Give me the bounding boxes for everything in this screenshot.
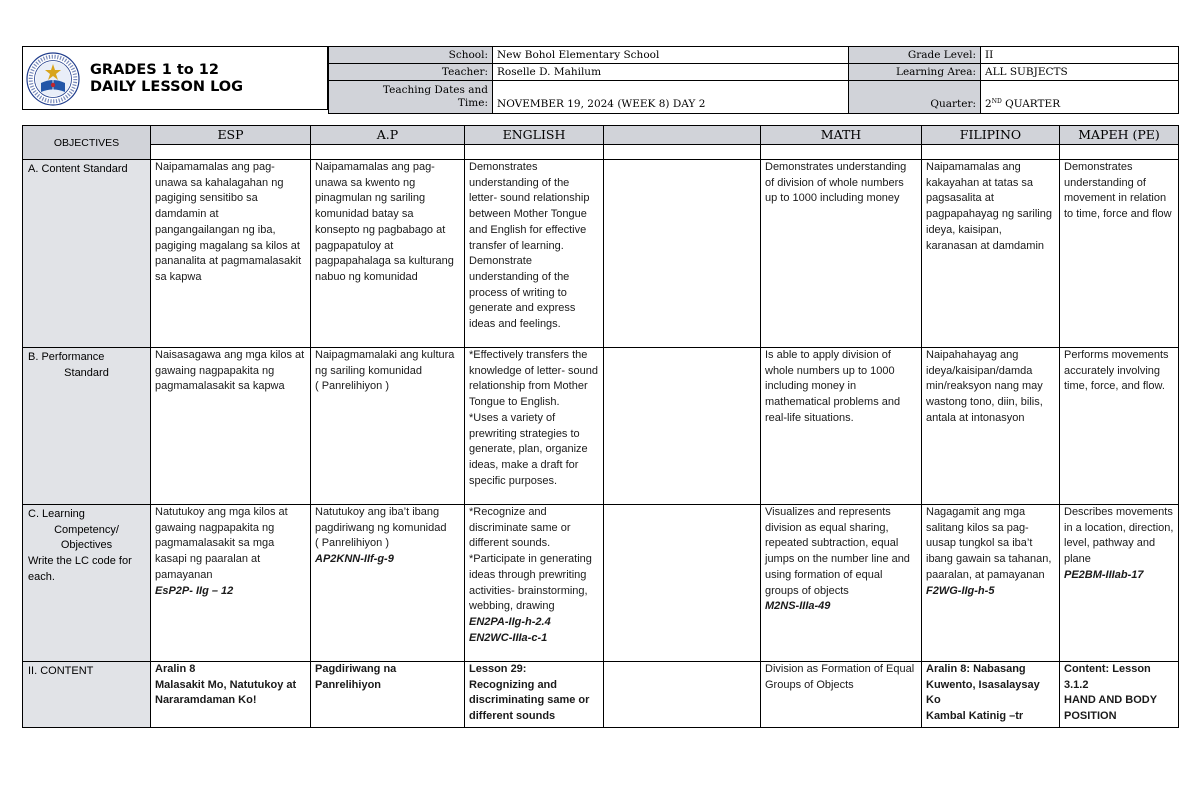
performance-standard-label-1: B. Performance — [28, 351, 105, 363]
performance-standard-blank — [604, 348, 761, 505]
content-esp-line2: Malasakit Mo, Natutukoy at Nararamdaman Ko! — [155, 678, 297, 707]
subject-english: ENGLISH — [465, 126, 604, 145]
learning-competency-label-3: Objectives — [60, 539, 113, 552]
performance-standard-english-2: *Uses a variety of prewriting strategies to generate, plan, organize ideas, make a draft for specific purposes. — [469, 411, 588, 487]
brand-box — [22, 46, 328, 110]
learning-competency-filipino-code: F2WG-IIg-h-5 — [926, 584, 995, 597]
learning-competency-label-1: C. Learning — [28, 508, 85, 520]
content-ap: Pagdiriwang na Panrelihiyon — [311, 662, 465, 728]
learning-competency-blank — [604, 505, 761, 662]
subject-header-row — [23, 126, 1179, 145]
quarter-value — [981, 81, 1179, 114]
subject-esp: ESP — [151, 126, 311, 145]
subject-math: MATH — [761, 126, 922, 145]
content-mapeh-line2: HAND AND BODY POSITION — [1064, 694, 1157, 723]
row-learning-competency — [23, 505, 1179, 662]
performance-standard-ap-tag: ( Panrelihiyon ) — [315, 380, 389, 393]
performance-standard-english-1: *Effectively transfers the knowledge of letter- sound relationship from Mother Tongue to English. — [469, 349, 599, 409]
content-mapeh-line1: Content: Lesson 3.1.2 — [1064, 663, 1151, 691]
learning-competency-english-code-1: EN2PA-IIg-h-2.4 — [469, 615, 551, 628]
learning-competency-esp — [151, 505, 311, 662]
grade-level-value: II — [981, 47, 1179, 64]
subject-ap: A.P — [311, 126, 465, 145]
learning-competency-ap-code: AP2KNN-IIf-g-9 — [315, 553, 394, 566]
quarter-word: QUARTER — [1005, 98, 1061, 110]
subject-mapeh: MAPEH (PE) — [1060, 126, 1179, 145]
subheader-cell — [922, 145, 1060, 160]
info-row-dates — [329, 81, 1179, 114]
content-filipino-line2: Kambal Katinig –tr — [926, 710, 1024, 723]
performance-standard-ap-text: Naipagmamalaki ang kultura ng sariling komunidad — [315, 349, 455, 377]
subheader-cell — [761, 145, 922, 160]
subject-filipino: FILIPINO — [922, 126, 1060, 145]
teaching-dates-label-line2: Time: — [457, 97, 488, 109]
daily-lesson-log-table — [22, 125, 1179, 728]
learning-competency-esp-code: EsP2P- IIg – 12 — [155, 584, 234, 597]
learning-competency-label-2: Competency/ — [54, 523, 119, 536]
performance-standard-esp: Naisasagawa ang mga kilos at gawaing nagpapakita ng pagmamalasakit sa kapwa — [151, 348, 311, 505]
teaching-dates-label — [329, 81, 493, 114]
content-standard-esp: Naipamamalas ang pag-unawa sa kahalagahan ng pagiging sensitibo sa damdamin at pangangailangan ng iba, pagiging magalang sa kilos at pananalita at pagmamalasakit sa kapwa — [151, 160, 311, 348]
page-title — [90, 62, 243, 96]
deped-seal-icon — [26, 52, 80, 106]
learning-competency-english-1: *Recognize and discriminate same or different sounds. — [469, 506, 571, 550]
subheader-cell — [465, 145, 604, 160]
learning-competency-math-code: M2NS-IIIa-49 — [765, 600, 831, 613]
subject-blank — [604, 126, 761, 145]
row-label-content-standard — [23, 160, 151, 348]
subject-subheader-row — [23, 145, 1179, 160]
performance-standard-label-2: Standard — [64, 366, 109, 379]
content-standard-filipino: Naipamamalas ang kakayahan at tatas sa pagsasalita at pagpapahayag ng sariling ideya, kaisipan, karanasan at damdamin — [922, 160, 1060, 348]
row-content — [23, 662, 1179, 728]
content-standard-blank — [604, 160, 761, 348]
learning-competency-ap-tag: ( Panrelihiyon ) — [315, 537, 389, 550]
info-row-school — [329, 47, 1179, 64]
learning-area-label: Learning Area: — [849, 64, 981, 81]
content-blank — [604, 662, 761, 728]
content-english-line1: Lesson 29: — [469, 663, 527, 675]
performance-standard-english — [465, 348, 604, 505]
learning-competency-filipino — [922, 505, 1060, 662]
row-label-performance-standard — [23, 348, 151, 505]
info-row-teacher — [329, 64, 1179, 81]
learning-competency-english-2: *Participate in generating ideas through prewriting activities- brainstorming, webbing, drawing — [469, 553, 592, 613]
subheader-cell — [1060, 145, 1179, 160]
content-standard-ap: Naipamamalas ang pag-unawa sa kwento ng pinagmulan ng sariling komunidad batay sa konsepto ng pagbabago at pagpapatuloy at pagpapahalaga sa kulturang nabuo ng komunidad — [311, 160, 465, 348]
subheader-cell — [604, 145, 761, 160]
learning-competency-ap — [311, 505, 465, 662]
learning-competency-math-text: Visualizes and represents division as equal sharing, repeated subtraction, equal jumps on the number line and using formation of equal groups of objects — [765, 506, 910, 597]
learning-area-value: ALL SUBJECTS — [981, 64, 1179, 81]
performance-standard-filipino: Naipahahayag ang ideya/kaisipan/damda min/reaksyon nang may wastong tono, diin, bilis, antala at intonasyon — [922, 348, 1060, 505]
teacher-label: Teacher: — [329, 64, 493, 81]
learning-competency-filipino-text: Nagagamit ang mga salitang kilos sa pag-uusap tungkol sa iba’t ibang gawain sa tahanan, paaralan, at pamayanan — [926, 506, 1052, 581]
performance-standard-math: Is able to apply division of whole numbers up to 1000 including money in mathematical problems and real-life situations. — [761, 348, 922, 505]
content-filipino-line1: Aralin 8: Nabasang Kuwento, Isasalaysay Ko — [926, 663, 1040, 707]
content-esp-line1: Aralin 8 — [155, 663, 196, 675]
lesson-log-header — [22, 46, 1178, 110]
teacher-value: Roselle D. Mahilum — [493, 64, 849, 81]
learning-competency-ap-text: Natutukoy ang iba’t ibang pagdiriwang ng komunidad — [315, 506, 447, 534]
row-label-content — [23, 662, 151, 728]
row-label-learning-competency — [23, 505, 151, 662]
school-value: New Bohol Elementary School — [493, 47, 849, 64]
content-english-line2: Recognizing and discriminating same or different sounds — [469, 678, 590, 723]
teaching-dates-label-line1: Teaching Dates and — [382, 84, 488, 96]
content-standard-math: Demonstrates understanding of division of whole numbers up to 1000 including money — [761, 160, 922, 348]
learning-competency-math — [761, 505, 922, 662]
performance-standard-mapeh: Performs movements accurately involving time, force, and flow. — [1060, 348, 1179, 505]
row-content-standard — [23, 160, 1179, 348]
content-esp — [151, 662, 311, 728]
learning-competency-esp-text: Natutukoy ang mga kilos at gawaing nagpapakita ng pagmamalasakit sa mga kasapi ng paaralan at pamayanan — [155, 506, 288, 581]
subheader-cell — [151, 145, 311, 160]
subheader-cell — [311, 145, 465, 160]
learning-competency-english — [465, 505, 604, 662]
grade-level-label: Grade Level: — [849, 47, 981, 64]
content-mapeh — [1060, 662, 1179, 728]
content-standard-mapeh: Demonstrates understanding of movement in relation to time, force and flow — [1060, 160, 1179, 348]
title-line-1: GRADES 1 to 12 — [90, 62, 219, 78]
content-math: Division as Formation of Equal Groups of Objects — [761, 662, 922, 728]
learning-competency-mapeh-code: PE2BM-IIIab-17 — [1064, 568, 1144, 581]
info-table — [328, 46, 1179, 114]
learning-competency-english-code-2: EN2WC-IIIa-c-1 — [469, 631, 548, 644]
objectives-header: OBJECTIVES — [23, 126, 151, 160]
content-english — [465, 662, 604, 728]
performance-standard-ap — [311, 348, 465, 505]
content-standard-english: Demonstrates understanding of the letter- sound relationship between Mother Tongue and English for effective transfer of learning. Demonstrate understanding of the process of writing to generate and express ideas and feelings. — [465, 160, 604, 348]
learning-competency-label-4: Write the LC code for each. — [28, 555, 132, 583]
school-label: School: — [329, 47, 493, 64]
title-line-2: DAILY LESSON LOG — [90, 79, 244, 95]
learning-competency-mapeh-text: Describes movements in a location, direction, level, pathway and plane — [1064, 506, 1174, 566]
quarter-label: Quarter: — [849, 81, 981, 114]
quarter-number: 2 — [985, 98, 992, 110]
quarter-suffix: ND — [991, 98, 1002, 105]
content-standard-label: A. Content Standard — [28, 163, 128, 175]
content-label: II. CONTENT — [28, 665, 94, 677]
row-performance-standard — [23, 348, 1179, 505]
teaching-dates-value: NOVEMBER 19, 2024 (WEEK 8) DAY 2 — [493, 81, 849, 114]
content-filipino — [922, 662, 1060, 728]
learning-competency-mapeh — [1060, 505, 1179, 662]
